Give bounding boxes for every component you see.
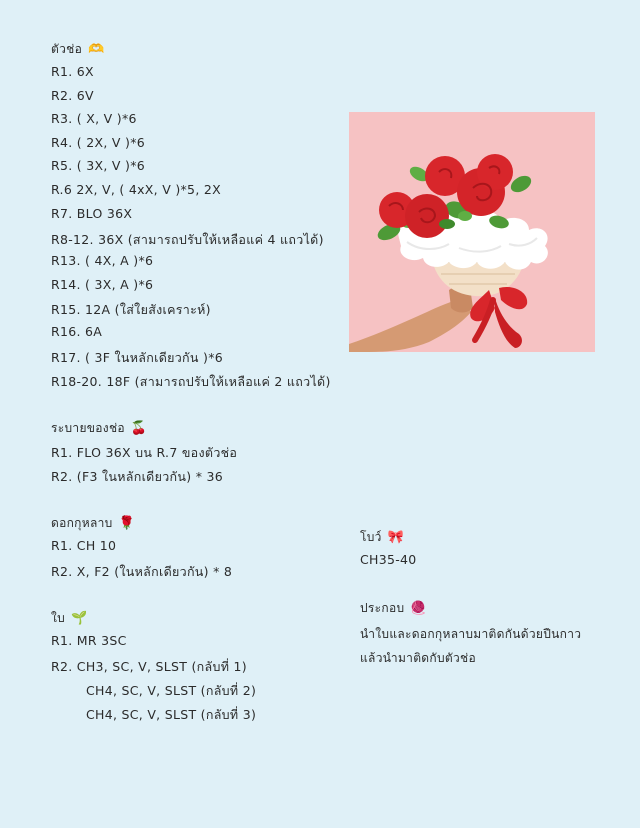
rose-section-heading: ดอกกุหลาบ 🌹	[51, 516, 136, 531]
assembly-section-heading: ประกอบ 🧶	[360, 601, 427, 616]
seedling-icon: 🌱	[71, 611, 88, 626]
edge-section-heading: ระบายของช่อ 🍒	[51, 421, 148, 436]
body-row: R17. ( 3F ในหลักเดียวกัน )*6	[51, 350, 224, 365]
leaf-row: CH4, SC, V, SLST (กลับที่ 3)	[86, 707, 257, 722]
body-row: R16. 6A	[51, 324, 103, 339]
rose-icon: 🌹	[118, 516, 136, 531]
ribbon-icon: 🎀	[387, 530, 405, 545]
body-row: R8-12. 36X (สามารถปรับให้เหลือแค่ 4 แถวได้)	[51, 232, 324, 247]
body-row: R1. 6X	[51, 64, 94, 79]
body-section-heading: ตัวช่อ 🫶	[51, 42, 105, 57]
bow-row: CH35-40	[360, 552, 417, 567]
rose-row: R2. X, F2 (ในหลักเดียวกัน) * 8	[51, 564, 233, 579]
edge-row: R2. (F3 ในหลักเดียวกัน) * 36	[51, 469, 224, 484]
leaf-row: CH4, SC, V, SLST (กลับที่ 2)	[86, 683, 257, 698]
body-row: R7. BLO 36X	[51, 206, 133, 221]
body-row: R4. ( 2X, V )*6	[51, 135, 146, 150]
body-row: R.6 2X, V, ( 4xX, V )*5, 2X	[51, 182, 221, 197]
cherries-icon: 🍒	[130, 421, 148, 436]
edge-row: R1. FLO 36X บน R.7 ของตัวช่อ	[51, 445, 238, 460]
body-row: R18-20. 18F (สามารถปรับให้เหลือแค่ 2 แถวได้)	[51, 374, 331, 389]
leaf-row: R1. MR 3SC	[51, 633, 127, 648]
body-row: R3. ( X, V )*6	[51, 111, 137, 126]
crochet-bouquet-illustration	[349, 112, 595, 352]
body-row: R5. ( 3X, V )*6	[51, 158, 146, 173]
bouquet-photo	[349, 112, 595, 352]
assembly-row: นำใบและดอกกุหลาบมาติดกันด้วยปืนกาว	[360, 627, 582, 641]
body-row: R14. ( 3X, A )*6	[51, 277, 154, 292]
body-row: R13. ( 4X, A )*6	[51, 253, 154, 268]
assembly-row: แล้วนำมาติดกับตัวช่อ	[360, 651, 476, 665]
body-row: R15. 12A (ใส่ใยสังเคราะห์)	[51, 302, 211, 317]
yarn-icon: 🧶	[410, 601, 427, 616]
body-row: R2. 6V	[51, 88, 94, 103]
bow-section-heading: โบว์ 🎀	[360, 530, 405, 545]
rose-row: R1. CH 10	[51, 538, 117, 553]
hands-heart-icon: 🫶	[88, 42, 105, 57]
leaf-row: R2. CH3, SC, V, SLST (กลับที่ 1)	[51, 659, 247, 674]
leaf-section-heading: ใบ 🌱	[51, 611, 88, 626]
